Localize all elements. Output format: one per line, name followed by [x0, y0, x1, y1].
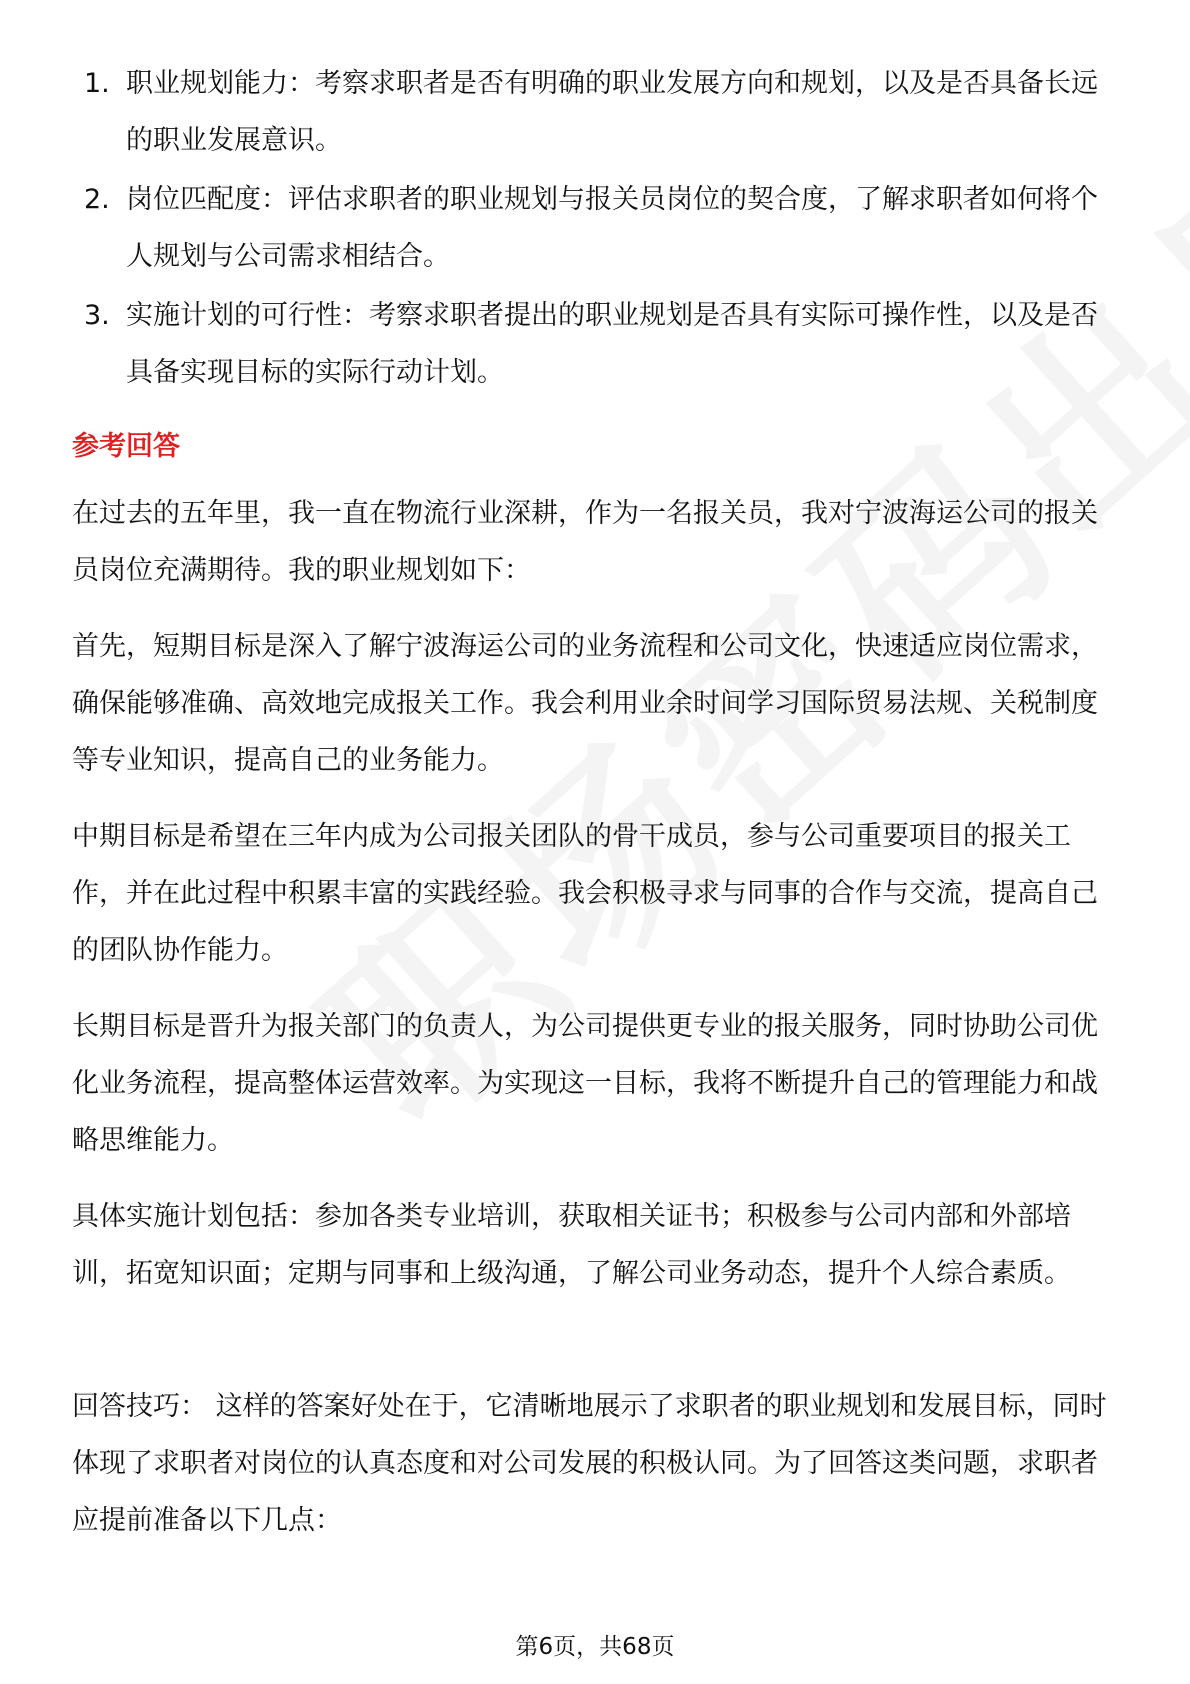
- list-item-text: 实施计划的可行性：考察求职者提出的职业规划是否具有实际可操作性，以及是否具备实现目标的实际行动计划。: [126, 300, 1098, 388]
- list-item-number: 1.: [84, 68, 110, 99]
- page-footer: 第6页，共68页: [515, 1634, 675, 1660]
- paragraph-intro: 在过去的五年里，我一直在物流行业深耕，作为一名报关员，我对宁波海运公司的报关员岗位充满期待。我的职业规划如下：: [72, 498, 1098, 586]
- list-item-number: 2.: [84, 184, 110, 215]
- paragraph-answer-tips: 回答技巧： 这样的答案好处在于，它清晰地展示了求职者的职业规划和发展目标，同时体现了求职者对岗位的认真态度和对公司发展的积极认同。为了回答这类问题，求职者应提前准备以下几点：: [72, 1391, 1107, 1536]
- paragraph-long-term: 长期目标是晋升为报关部门的负责人，为公司提供更专业的报关服务，同时协助公司优化业务流程，提高整体运营效率。为实现这一目标，我将不断提升自己的管理能力和战略思维能力。: [72, 1011, 1098, 1156]
- paragraph-implementation: 具体实施计划包括：参加各类专业培训，获取相关证书；积极参与公司内部和外部培训，拓宽知识面；定期与同事和上级沟通，了解公司业务动态，提升个人综合素质。: [72, 1201, 1071, 1289]
- paragraph-mid-term: 中期目标是希望在三年内成为公司报关团队的骨干成员，参与公司重要项目的报关工作，并在此过程中积累丰富的实践经验。我会积极寻求与同事的合作与交流，提高自己的团队协作能力。: [72, 821, 1098, 966]
- list-item-text: 职业规划能力：考察求职者是否有明确的职业发展方向和规划，以及是否具备长远的职业发展意识。: [126, 68, 1098, 156]
- list-item-text: 岗位匹配度：评估求职者的职业规划与报关员岗位的契合度，了解求职者如何将个人规划与公司需求相结合。: [126, 184, 1098, 272]
- list-item: [84, 55, 1114, 169]
- reference-answer-heading: 参考回答: [72, 431, 180, 462]
- paragraph-short-term: 首先，短期目标是深入了解宁波海运公司的业务流程和公司文化，快速适应岗位需求，确保能够准确、高效地完成报关工作。我会利用业余时间学习国际贸易法规、关税制度等专业知识，提高自己的业务能力。: [72, 631, 1098, 776]
- list-item-number: 3.: [84, 300, 110, 331]
- list-item: [84, 171, 1114, 285]
- list-item: [84, 287, 1114, 401]
- evaluation-criteria-list: [84, 55, 1114, 403]
